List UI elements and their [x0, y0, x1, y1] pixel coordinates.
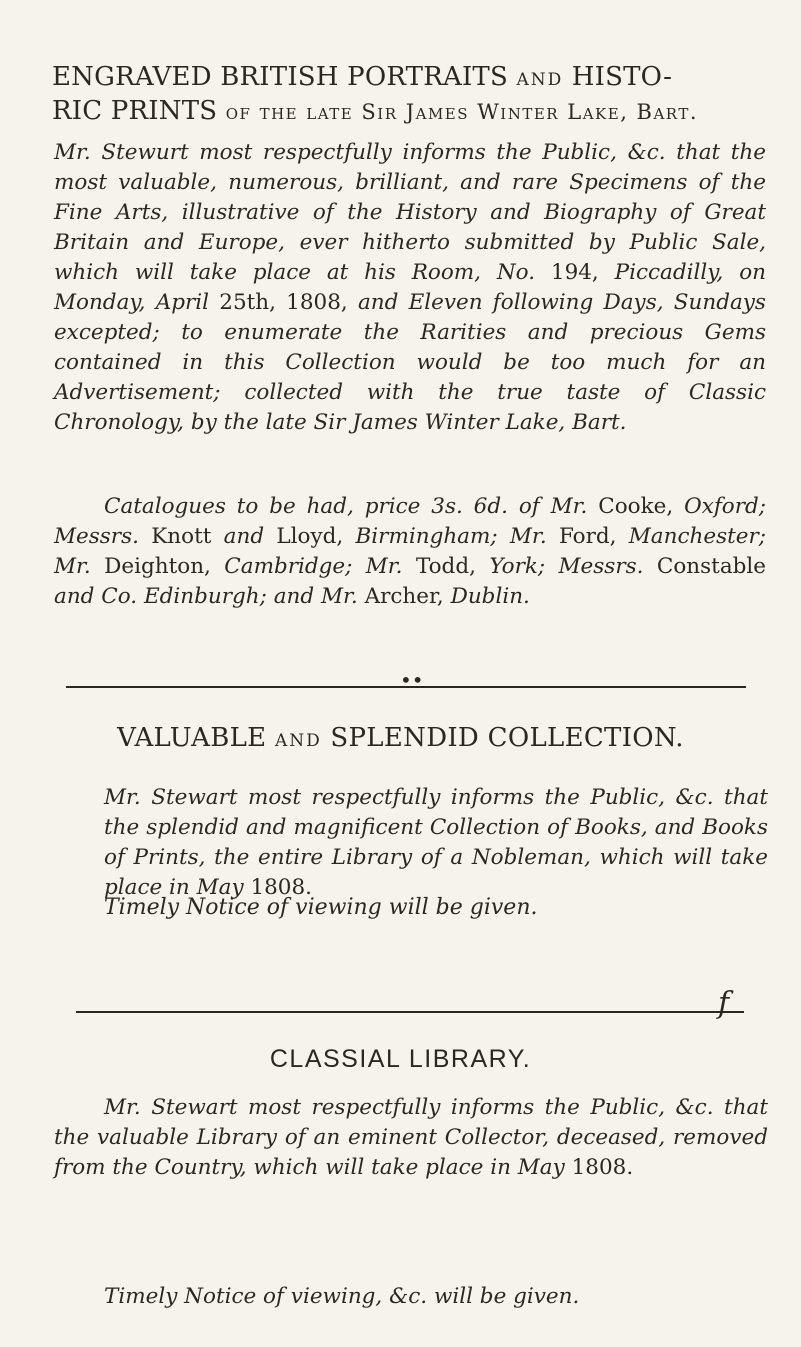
cat-manchester: Manchester; Mr. [54, 524, 766, 579]
heading2-and: AND [275, 731, 322, 751]
section3-heading: CLASSIAL LIBRARY. [269, 1045, 532, 1073]
heading-tail: of the late Sir James Winter Lake, Bart. [225, 100, 699, 124]
divider-mark: f [718, 986, 730, 1021]
cat-b: of Mr. [518, 494, 588, 519]
section3-body [54, 1093, 768, 1183]
heading-ric: RIC PRINTS [52, 96, 218, 126]
section2-heading [0, 723, 801, 753]
heading-histo: HISTO- [571, 62, 673, 92]
body-part-a: Mr. Stewurt most respectfully informs the Public, &c. that the most valuable, numerous, brilliant, and rare Specimens of the Fine Arts, illustrative of the History and Biography of Great Britain and Europe, ever hitherto submitted by Public Sale, which will take place at his Room, No. [54, 140, 766, 285]
cat-knott: Knott [151, 524, 212, 549]
heading2-a: VALUABLE [117, 723, 267, 753]
section1-heading [52, 62, 772, 128]
section3-notice: Timely Notice of viewing, &c. will be given. [104, 1284, 580, 1309]
cat-oxford: Oxford; Messrs. [54, 494, 766, 549]
section2-text: Mr. Stewart most respectfully informs the Public, &c. that the splendid and magnificent Collection of Books, and Books of Prints, the entire Library of a Nobleman, which will take place in May [104, 785, 768, 900]
body-date: 25th, 1808, [219, 290, 348, 315]
section2-notice: Timely Notice of viewing will be given. [104, 895, 538, 920]
section2-body [104, 783, 768, 903]
catalogues-paragraph [54, 492, 766, 612]
cat-deighton: Deighton, [104, 554, 211, 579]
cat-price: 3s. 6d. [431, 494, 508, 519]
cat-edinburgh: and Co. Edinburgh; and Mr. [54, 584, 358, 609]
cat-lloyd: Lloyd, [276, 524, 344, 549]
section3-year: 1808. [571, 1155, 634, 1180]
cat-archer: Archer, [364, 584, 444, 609]
cat-cambridge: Cambridge; Mr. [224, 554, 403, 579]
cat-birmingham: Birmingham; Mr. [355, 524, 547, 549]
body-number: 194, [550, 260, 599, 285]
body-part-b: Piccadilly, on Monday, April [54, 260, 766, 315]
cat-and: and [223, 524, 265, 549]
cat-dublin: Dublin. [450, 584, 530, 609]
cat-cooke: Cooke, [598, 494, 674, 519]
cat-a: Catalogues to be had, price [104, 494, 421, 519]
cat-constable: Constable [656, 554, 767, 579]
cat-todd: Todd, [415, 554, 476, 579]
section1-body [54, 138, 766, 438]
heading-main: ENGRAVED BRITISH PORTRAITS [52, 62, 508, 92]
cat-ford: Ford, [558, 524, 617, 549]
heading2-b: SPLENDID COLLECTION. [330, 723, 684, 753]
divider-rule [76, 1011, 744, 1013]
section3-text: Mr. Stewart most respectfully informs the Public, &c. that the valuable Library of an eminent Collector, deceased, removed from the Country, which will take place in May [54, 1095, 768, 1180]
heading-and: AND [516, 70, 564, 90]
divider-mark: •• [400, 668, 424, 692]
section2-year: 1808. [250, 875, 312, 900]
cat-york: York; Messrs. [489, 554, 644, 579]
body-part-c: and Eleven following Days, Sundays excepted; to enumerate the Rarities and precious Gems contained in this Collection would be too much for an Advertisement; collected with the true taste of Classic Chronology, by the late Sir James Winter Lake, Bart. [54, 290, 766, 435]
